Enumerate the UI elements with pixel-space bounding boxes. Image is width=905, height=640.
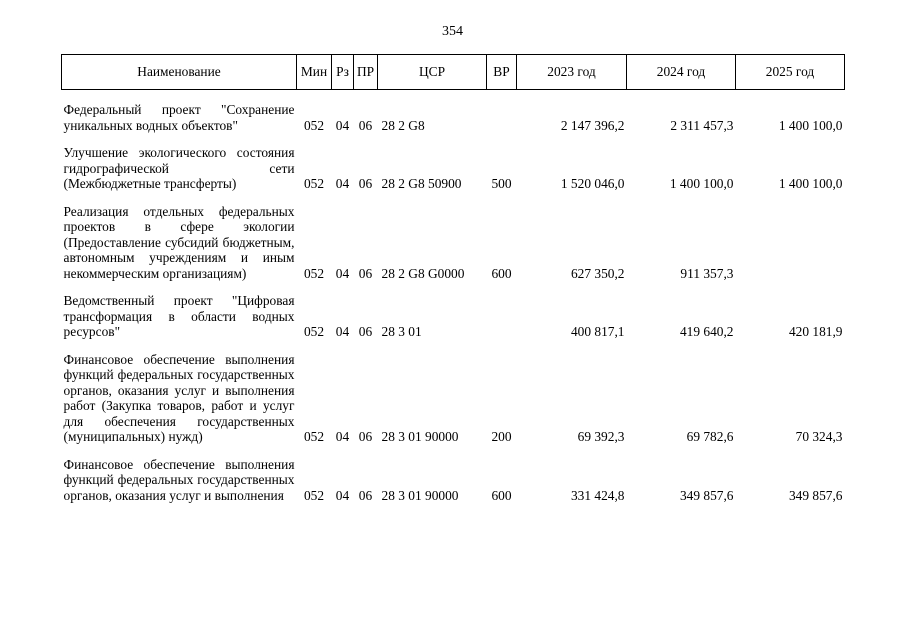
row-vr: [487, 293, 517, 340]
header-rz: Рз: [332, 55, 354, 90]
row-2024: 2 311 457,3: [670, 117, 734, 133]
row-min: 052: [303, 176, 325, 191]
row-2023: 1 520 046,0: [560, 176, 625, 191]
row-pr: 06: [358, 117, 373, 133]
header-2025: 2025 год: [736, 55, 845, 90]
row-csr: 28 3 01 90000: [381, 487, 459, 503]
row-name: Финансовое обеспечение выполнения функций федеральных государственных органов, оказания услуг и выполнения: [63, 456, 295, 503]
row-name: Финансовое обеспечение выполнения функций федеральных государственных органов, оказания услуг и выполнения работ (Закупка товаров, работ и услуг для обеспечения государственных (муниципальных) нужд): [63, 351, 295, 444]
row-2024: 349 857,6: [679, 487, 734, 503]
row-pr: 06: [358, 176, 373, 191]
row-2025: 1 400 100,0: [778, 117, 843, 133]
row-2023: 2 147 396,2: [560, 117, 625, 133]
row-rz: 04: [335, 176, 350, 191]
row-vr: 600: [491, 265, 512, 281]
header-2023: 2023 год: [517, 55, 627, 90]
header-min: Мин: [297, 55, 332, 90]
row-csr: 28 2 G8 G0000: [381, 265, 465, 281]
table-row: [62, 204, 845, 282]
row-rz: 04: [335, 324, 350, 339]
row-csr: 28 3 01: [381, 324, 422, 339]
row-vr: [487, 102, 517, 133]
row-csr: 28 2 G8: [381, 117, 425, 133]
row-vr: 500: [491, 176, 512, 191]
row-rz: 04: [335, 487, 350, 503]
table-row: [62, 293, 845, 340]
table-row: [62, 352, 845, 445]
row-pr: 06: [358, 429, 373, 444]
page-number: 354: [442, 24, 463, 39]
row-2025: 1 400 100,0: [778, 176, 843, 191]
row-min: 052: [303, 324, 325, 339]
row-2025: 349 857,6: [788, 487, 843, 503]
header-csr: ЦСР: [378, 55, 487, 90]
row-2025: [736, 204, 845, 282]
header-pr: ПР: [354, 55, 378, 90]
row-min: 052: [303, 117, 325, 133]
row-rz: 04: [335, 429, 350, 444]
header-2024: 2024 год: [627, 55, 736, 90]
row-2024: 419 640,2: [679, 324, 734, 339]
row-min: 052: [303, 265, 325, 281]
table-header: [62, 55, 845, 90]
row-rz: 04: [335, 265, 350, 281]
row-2025: 70 324,3: [795, 429, 843, 444]
row-pr: 06: [358, 487, 373, 503]
header-name: Наименование: [62, 55, 297, 90]
row-vr: 200: [491, 429, 512, 444]
header-vr: ВР: [487, 55, 517, 90]
row-2023: 627 350,2: [570, 265, 625, 281]
row-name: Реализация отдельных федеральных проектов в сфере экологии (Предоставление субсидий бюджетным, автономным учреждениям и иным некоммерческим организациям): [63, 203, 295, 281]
table-row: [62, 145, 845, 192]
row-2023: 69 392,3: [577, 429, 625, 444]
row-name: Улучшение экологического состояния гидрографической сети (Межбюджетные трансферты): [63, 145, 295, 191]
row-name: Федеральный проект "Сохранение уникальных водных объектов": [63, 102, 295, 133]
row-2023: 400 817,1: [570, 324, 625, 339]
row-name: Ведомственный проект "Цифровая трансформация в области водных ресурсов": [63, 293, 295, 339]
row-2025: 420 181,9: [788, 324, 843, 339]
row-min: 052: [303, 487, 325, 503]
table-row: [62, 457, 845, 504]
row-2024: 1 400 100,0: [669, 176, 734, 191]
row-pr: 06: [358, 265, 373, 281]
row-2023: 331 424,8: [570, 487, 625, 503]
row-csr: 28 3 01 90000: [381, 429, 459, 444]
row-csr: 28 2 G8 50900: [381, 176, 462, 191]
row-2024: 911 357,3: [680, 265, 734, 281]
row-rz: 04: [335, 117, 350, 133]
budget-table: [61, 54, 845, 503]
row-pr: 06: [358, 324, 373, 339]
row-vr: 600: [491, 487, 512, 503]
row-min: 052: [303, 429, 325, 444]
table-row: [62, 102, 845, 133]
row-2024: 69 782,6: [686, 429, 734, 444]
